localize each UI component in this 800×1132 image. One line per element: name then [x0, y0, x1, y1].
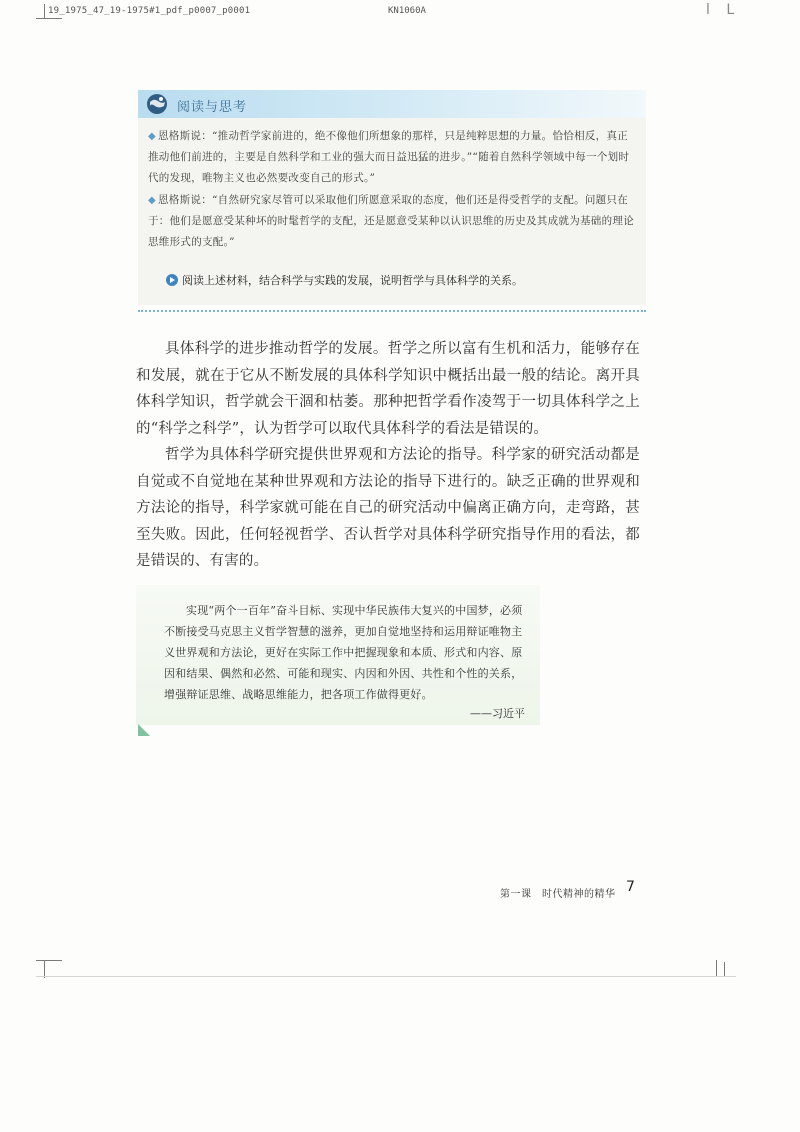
crop-mark — [724, 962, 725, 976]
reading-globe-icon — [146, 93, 168, 115]
crop-mark — [36, 18, 62, 19]
footer-lesson-title: 第一课 时代精神的精华 — [500, 889, 616, 900]
scan-code: KN1060A — [388, 6, 426, 16]
engels-quote-2 — [148, 190, 638, 253]
dotted-divider — [138, 310, 646, 312]
corner-triangle-icon — [138, 724, 150, 736]
page-edge-line — [36, 976, 736, 977]
diamond-bullet-icon: ◆ — [148, 195, 156, 206]
crop-mark — [36, 960, 62, 961]
crop-mark — [716, 960, 717, 976]
quote-author: ——习近平 — [470, 707, 525, 720]
diamond-bullet-icon: ◆ — [148, 131, 156, 142]
xi-quote-text: 实现“两个一百年”奋斗目标、实现中华民族伟大复兴的中国梦，必须不断接受马克思主义哲学智慧的滋养，更加自觉地坚持和运用辩证唯物主义世界观和方法论，更好在实际工作中把握现象和本质、形式和内容、原因和结果、偶然和必然、可能和现实、内因和外因、共性和个性的关系，增强辩证思维、战略思维能力，把各项工作做得更好。 — [164, 604, 523, 701]
reading-question — [166, 272, 523, 288]
crop-mark — [44, 4, 45, 18]
scan-file-id: 19_1975_47_19-1975#1_pdf_p0007_p0001 — [48, 6, 251, 16]
quote-text: 恩格斯说：“推动哲学家前进的，绝不像他们所想象的那样，只是纯粹思想的力量。恰恰相反，真正推动他们前进的，主要是自然科学和工业的强大而日益迅猛的进步。”“随着自然科学领域中每一个划时代的发现，唯物主义也必然要改变自己的形式。” — [148, 130, 630, 184]
engels-quote-1 — [148, 126, 638, 189]
body-paragraph-2: 哲学为具体科学研究提供世界观和方法论的指导。科学家的研究活动都是自觉或不自觉地在某种世界观和方法论的指导下进行的。缺乏正确的世界观和方法论的指导，科学家就可能在自己的研究活动中偏离正确方向，走弯路，甚至失败。因此，任何轻视哲学、否认哲学对具体科学研究指导作用的看法，都是错误的、有害的。 — [136, 447, 640, 569]
page-number: 7 — [626, 879, 635, 895]
corner-mark: l L — [706, 2, 741, 18]
quote-text: 恩格斯说：“自然研究家尽管可以采取他们所愿意采取的态度，他们还是得受哲学的支配。问题只在于：他们是愿意受某种坏的时髦哲学的支配，还是愿意受某种以认识思维的历史及其成就为基础的理论思维形式的支配。” — [148, 194, 634, 248]
body-paragraph-1: 具体科学的进步推动哲学的发展。哲学之所以富有生机和活力，能够存在和发展，就在于它从不断发展的具体科学知识中概括出最一般的结论。离开具体科学知识，哲学就会干涸和枯萎。那种把哲学看作凌驾于一切具体科学之上的“科学之科学”，认为哲学可以取代具体科学的看法是错误的。 — [136, 341, 640, 437]
reading-title: 阅读与思考 — [177, 100, 248, 115]
play-arrow-icon — [166, 274, 178, 286]
question-text: 阅读上述材料，结合科学与实践的发展，说明哲学与具体科学的关系。 — [182, 274, 523, 287]
